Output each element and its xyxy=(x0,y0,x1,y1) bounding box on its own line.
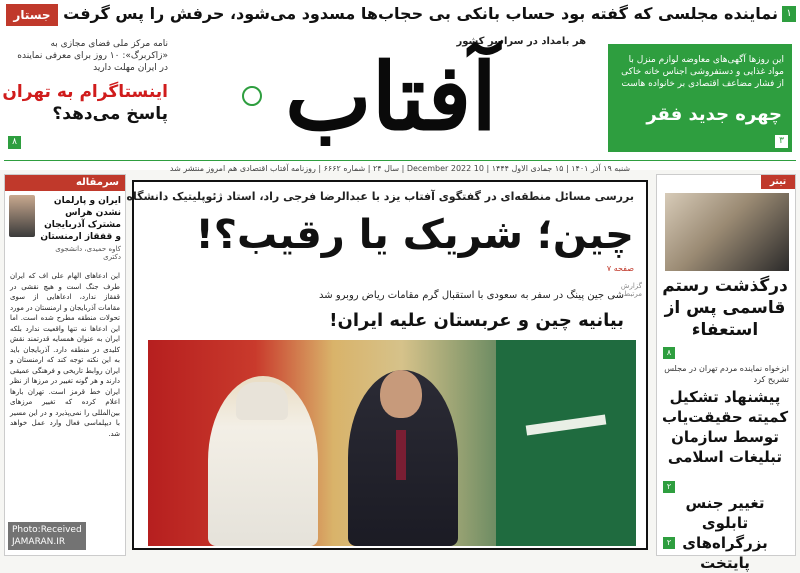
related-report-label: گزارش مرتبط xyxy=(620,282,642,298)
section-tag: جستار xyxy=(6,4,58,26)
top-headline[interactable]: نماینده مجلسی که گفته بود حساب بانکی بی حجاب‌ها مسدود می‌شود، حرفش را پس گرفت xyxy=(63,4,778,23)
right-teaser-summary: این روزها آگهی‌های معاوضه لوازم منزل با مواد غذایی و دستفروشی اجناس خانه خاکی از فشار مضاعف اقتصادی بر خانواده هاست xyxy=(621,55,784,89)
left-teaser-summary: نامه مرکز ملی فضای مجازی به «زاکربرگ»: ۱۰ روز برای معرفی نماینده در ایران مهلت دارید xyxy=(17,39,168,73)
sub-story-summary: شی جین پینگ در سفر به سعودی با استقبال گرم مقامات ریاض روبرو شد xyxy=(319,290,624,301)
right-story-1-page-badge: ۸ xyxy=(663,347,675,359)
dateline: شنبه ۱۹ آذر ۱۴۰۱ | ۱۵ جمادی الاول ۱۴۴۴ | 10 December 2022 | سال ۲۴ | شماره ۶۶۶۲ | روزنامه آفتاب اقتصادی هم امروز منتشر شد xyxy=(4,160,796,173)
right-teaser-title: چهره جدید فقر xyxy=(646,104,782,125)
right-column xyxy=(656,174,796,572)
top-strip xyxy=(0,0,800,30)
right-story-2-summary: ابزخواه نماینده مردم تهران در مجلس تشریح کرد xyxy=(664,364,789,384)
right-teaser[interactable] xyxy=(608,44,792,152)
right-column-label: تیتر xyxy=(761,175,795,189)
newspaper-logo[interactable]: آفتاب xyxy=(285,43,497,151)
watermark-line-1: Photo:Received xyxy=(12,525,82,535)
main-headline[interactable]: چین؛ شریک یا رقیب؟! xyxy=(195,212,634,258)
masthead xyxy=(0,30,800,173)
sub-story-headline[interactable]: بیانیه چین و عربستان علیه ایران! xyxy=(329,310,624,331)
flag-shape xyxy=(496,340,636,546)
photo-figure-left-head xyxy=(236,382,288,420)
editorial-author: کاوه حمیدی، دانشجوی دکتری xyxy=(55,245,121,261)
right-story-2-title[interactable]: پیشنهاد تشکیل کمیته حقیقت‌یاب توسط سازمان تبلیغات اسلامی xyxy=(661,388,789,466)
page-number-badge: ۱ xyxy=(782,6,796,22)
masthead-tagline: هر بامداد در سراسر کشور xyxy=(456,36,586,47)
editorial-title: ایران و پارلمان نشدن هراس مشترک آذربایجان و قفقاز ارمنستان xyxy=(40,196,121,242)
watermark-line-2: JAMARAN.IR xyxy=(12,537,66,547)
right-teaser-page-badge: ۳ xyxy=(775,135,788,148)
main-photo xyxy=(148,340,636,546)
main-story[interactable] xyxy=(126,180,648,550)
sun-icon xyxy=(242,86,262,106)
right-story-2-page-badge: ۲ xyxy=(663,481,675,493)
right-story-1-title[interactable]: درگذشت رستم قاسمی پس از استعفاء xyxy=(662,276,788,340)
left-teaser-title-red: اینستاگرام به تهران xyxy=(2,82,168,102)
author-photo xyxy=(9,195,35,237)
right-column-photo xyxy=(665,193,789,271)
main-page-ref: صفحه ۷ xyxy=(606,264,634,273)
left-teaser-page-badge: ۸ xyxy=(8,136,21,149)
left-teaser-title: پاسخ می‌دهد؟ xyxy=(52,104,168,124)
right-story-3-title[interactable]: تغییر جنس تابلوی بزرگراه‌های پایتخت xyxy=(682,494,768,572)
editorial-column[interactable] xyxy=(4,174,126,556)
photo-figure-tie xyxy=(396,430,406,480)
masthead-logo-area xyxy=(186,32,596,154)
editorial-label: سرمقاله xyxy=(5,175,125,191)
left-teaser[interactable] xyxy=(4,32,176,154)
photo-watermark xyxy=(8,522,86,550)
photo-figure-right-head xyxy=(380,370,422,418)
editorial-body: این ادعاهای الهام علی اف که ایران طرف جنگ است و هیچ نقشی در قفقاز ندارد، ادعاهایی از سوی مقامات آذربایجان و ارمنستان در مورد تحولات منطقه مطرح شده است. اما این ادعاها نه تنها واقعیت ندارد بلکه ایران به عنوان همسایه قدرتمند نقش کلیدی در منطقه دارد. آذربایجان باید به این نکته توجه کند که ارمنستان و ایران روابط تاریخی و فرهنگی عمیقی دارند و هر گونه تغییر در مرزها از نظر ایران خط قرمز است. تهران بارها اعلام کرده که تغییر مرزهای بین‌المللی را نمی‌پذیرد و در این مسیر با دیپلماسی فعال وارد عمل خواهد شد. xyxy=(10,272,120,438)
right-story-3-page-badge: ۲ xyxy=(663,537,675,549)
main-kicker: بررسی مسائل منطقه‌ای در گفتگوی آفتاب یزد با عبدالرضا فرجی راد، استاد ژئوپلیتیک دانشگاه xyxy=(126,190,634,203)
